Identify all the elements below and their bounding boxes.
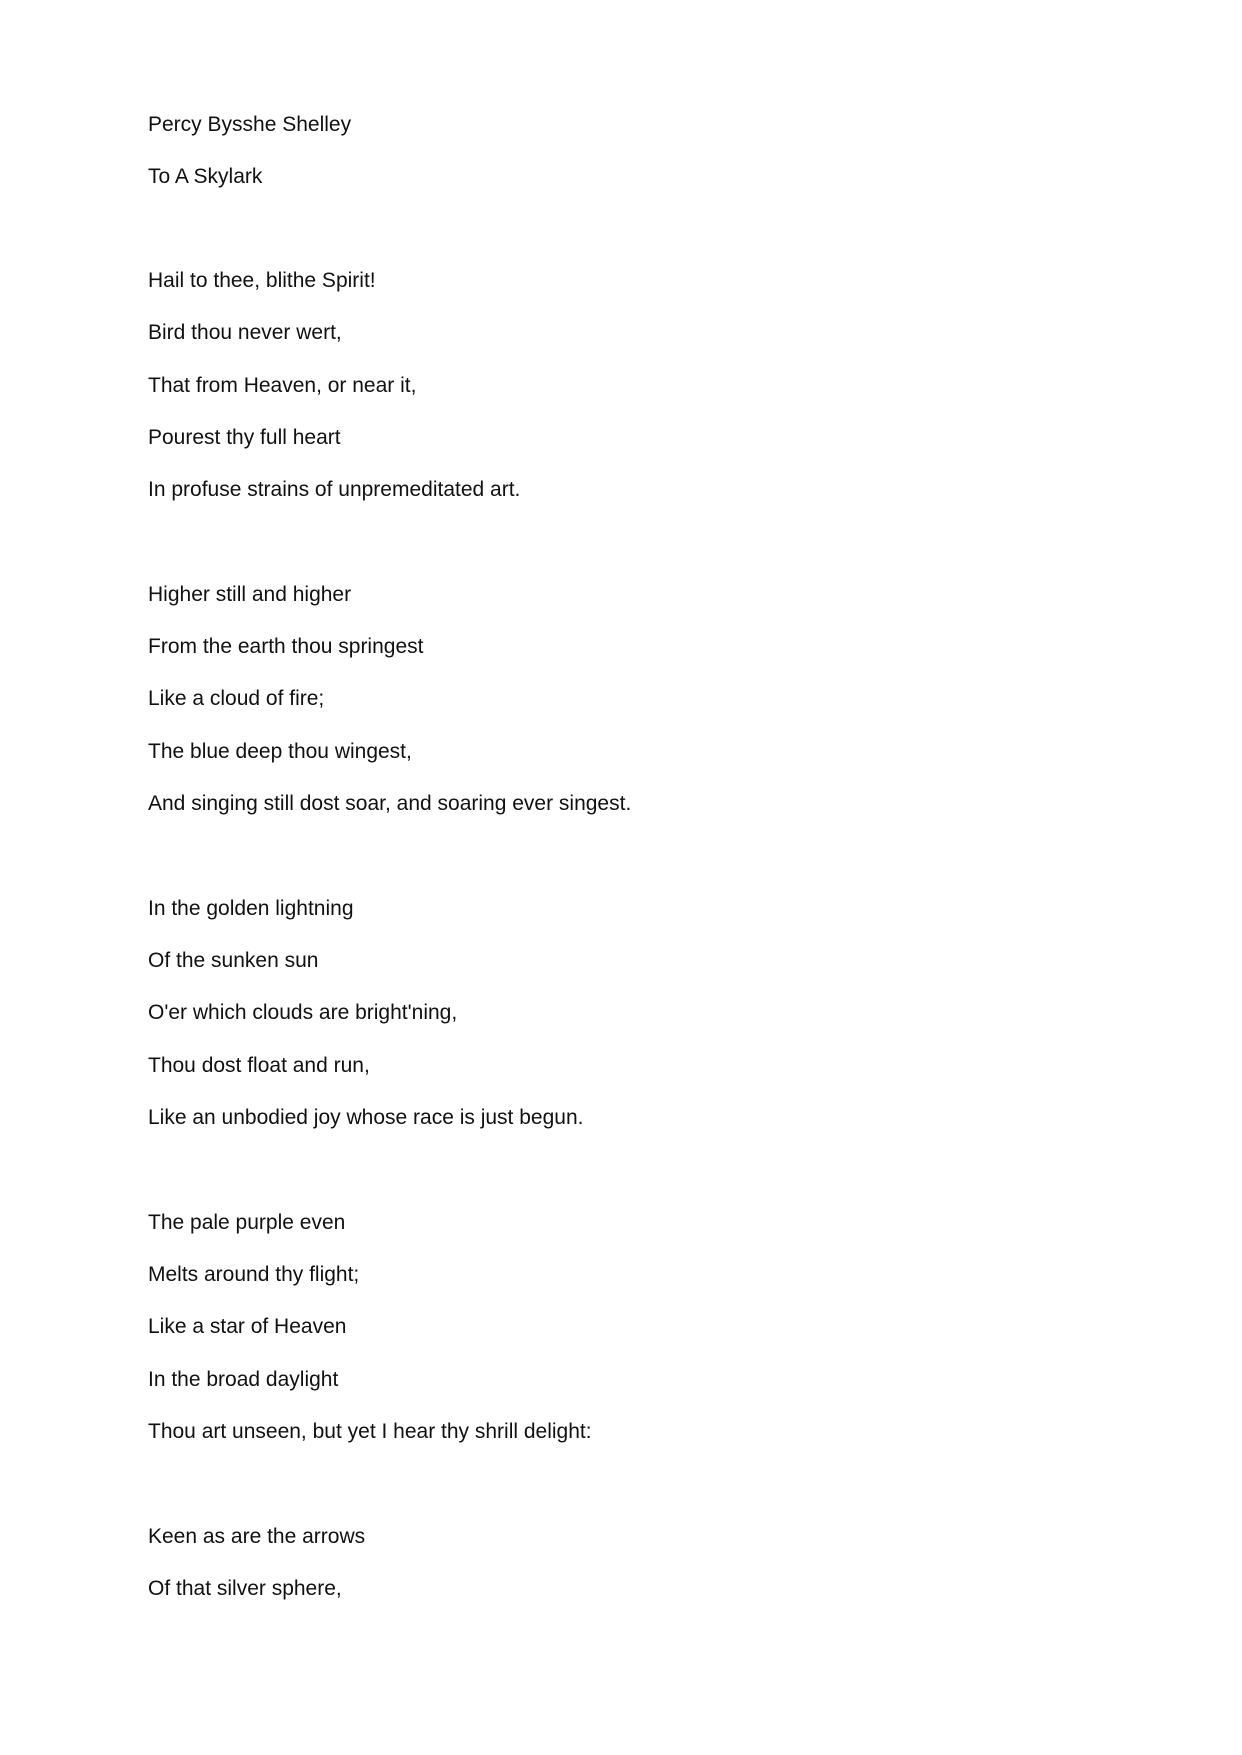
poem-line: O'er which clouds are bright'ning, bbox=[148, 1001, 458, 1024]
poem-line: The pale purple even bbox=[148, 1211, 346, 1234]
poem-line: Like an unbodied joy whose race is just begun. bbox=[148, 1106, 584, 1129]
poem-line: And singing still dost soar, and soaring ever singest. bbox=[148, 792, 632, 815]
poem-line: Of the sunken sun bbox=[148, 949, 319, 972]
poem-line: Like a cloud of fire; bbox=[148, 687, 325, 710]
poem-line: In the broad daylight bbox=[148, 1368, 339, 1391]
poem-line: Melts around thy flight; bbox=[148, 1263, 360, 1286]
poem-line: In the golden lightning bbox=[148, 897, 354, 920]
poem-line: From the earth thou springest bbox=[148, 635, 424, 658]
poem-line: Higher still and higher bbox=[148, 583, 352, 606]
poem-line: In profuse strains of unpremeditated art. bbox=[148, 478, 521, 501]
poem-line: Like a star of Heaven bbox=[148, 1315, 347, 1338]
poem-line: Bird thou never wert, bbox=[148, 321, 342, 344]
poem-line: Thou dost float and run, bbox=[148, 1054, 370, 1077]
poem-line: Hail to thee, blithe Spirit! bbox=[148, 269, 376, 292]
poem-title: To A Skylark bbox=[148, 165, 263, 188]
poem-line: That from Heaven, or near it, bbox=[148, 374, 417, 397]
poem-line: The blue deep thou wingest, bbox=[148, 740, 412, 763]
poem-line: Keen as are the arrows bbox=[148, 1525, 366, 1548]
author-name: Percy Bysshe Shelley bbox=[148, 113, 352, 136]
poem-line: Thou art unseen, but yet I hear thy shrill delight: bbox=[148, 1420, 592, 1443]
poem-line: Of that silver sphere, bbox=[148, 1577, 342, 1600]
poem-line: Pourest thy full heart bbox=[148, 426, 341, 449]
